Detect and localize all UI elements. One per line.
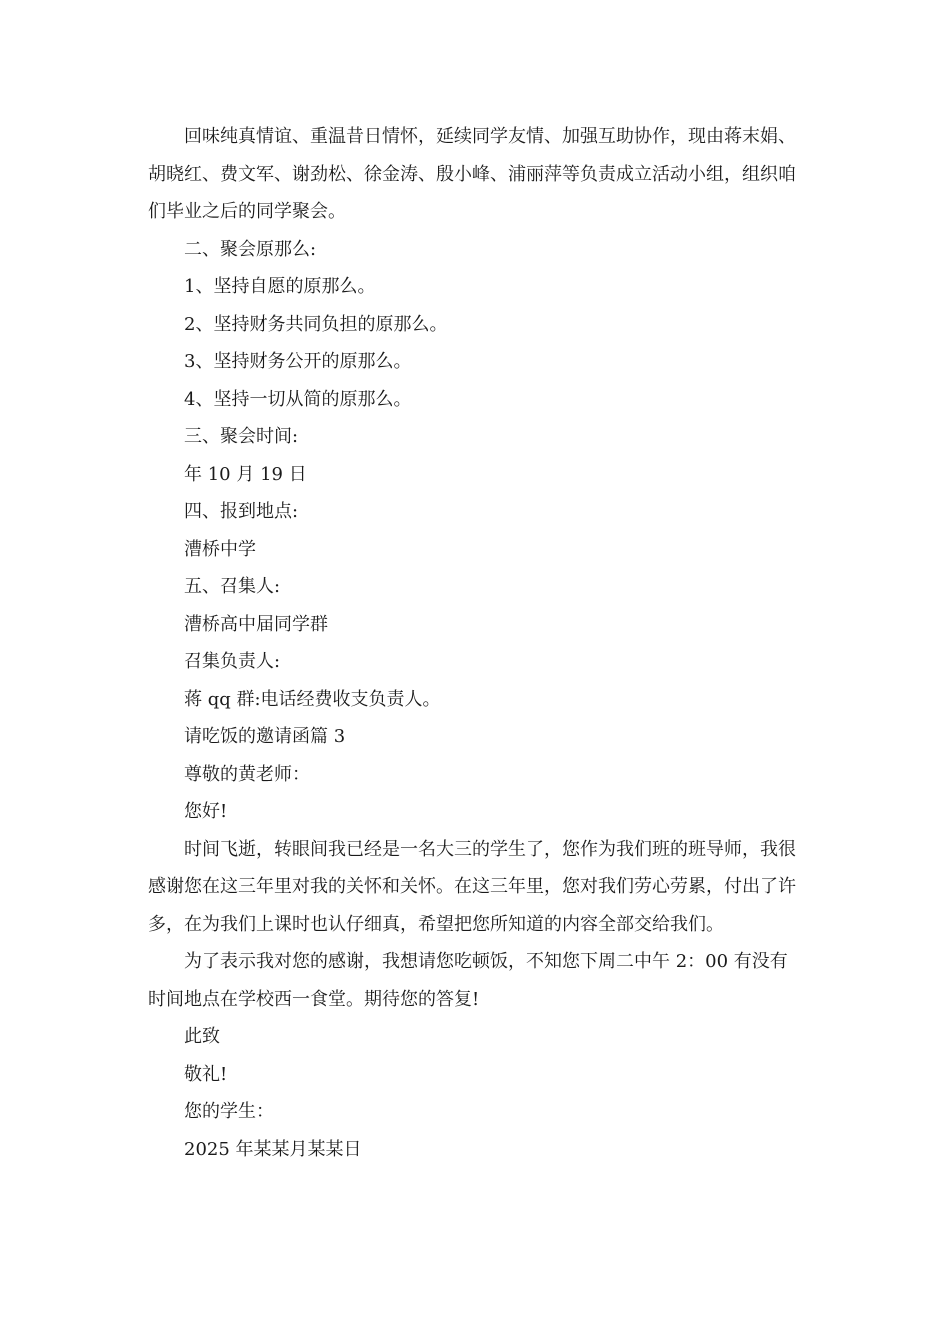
paragraph-intro: 回味纯真情谊、重温昔日情怀，延续同学友情、加强互助协作，现由蒋末娟、胡晓红、费文军、谢劲松、徐金涛、殷小峰、浦丽萍等负责成立活动小组，组织咱们毕业之后的同学聚会。 xyxy=(148,126,796,222)
heading-convener: 五、召集人: xyxy=(184,576,281,597)
text-convener: 漕桥高中届同学群 xyxy=(184,613,328,635)
list-item-principle-1: 1、坚持自愿的原那么。 xyxy=(184,276,376,297)
heading-location: 四、报到地点: xyxy=(184,501,299,522)
paragraph-body-2: 为了表示我对您的感谢，我想请您吃顿饭，不知您下周二中午 2：00 有没有时间地点在学校西一食堂。期待您的答复! xyxy=(148,951,788,1010)
signature: 您的学生： xyxy=(184,1101,274,1122)
list-item-principle-3: 3、坚持财务公开的原那么。 xyxy=(184,351,412,372)
heading-time: 三、聚会时间: xyxy=(184,426,299,447)
signature-date: 2025 年某某月某某日 xyxy=(184,1138,362,1160)
section-title: 请吃饭的邀请函篇 3 xyxy=(184,726,346,747)
document-body xyxy=(148,118,803,1168)
paragraph-body-1: 时间飞逝，转眼间我已经是一名大三的学生了，您作为我们班的班导师，我很感谢您在这三年里对我的关怀和关怀。在这三年里，您对我们劳心劳累，付出了许多，在为我们上课时也认仔细真，希望把您所知道的内容全部交给我们。 xyxy=(148,838,796,935)
heading-convener-lead: 召集负责人: xyxy=(184,651,281,672)
text-convener-lead: 蒋 qq 群:电话经费收支负责人。 xyxy=(184,688,441,710)
list-item-principle-2: 2、坚持财务共同负担的原那么。 xyxy=(184,313,448,335)
list-item-principle-4: 4、坚持一切从简的原那么。 xyxy=(184,388,412,410)
text-date: 年 10 月 19 日 xyxy=(184,463,307,485)
salutation: 尊敬的黄老师： xyxy=(184,763,310,785)
closing-line-2: 敬礼! xyxy=(184,1063,228,1085)
greeting: 您好! xyxy=(184,801,228,822)
heading-principles: 二、聚会原那么: xyxy=(184,238,317,260)
text-location: 漕桥中学 xyxy=(184,538,256,560)
closing-line-1: 此致 xyxy=(184,1026,220,1047)
